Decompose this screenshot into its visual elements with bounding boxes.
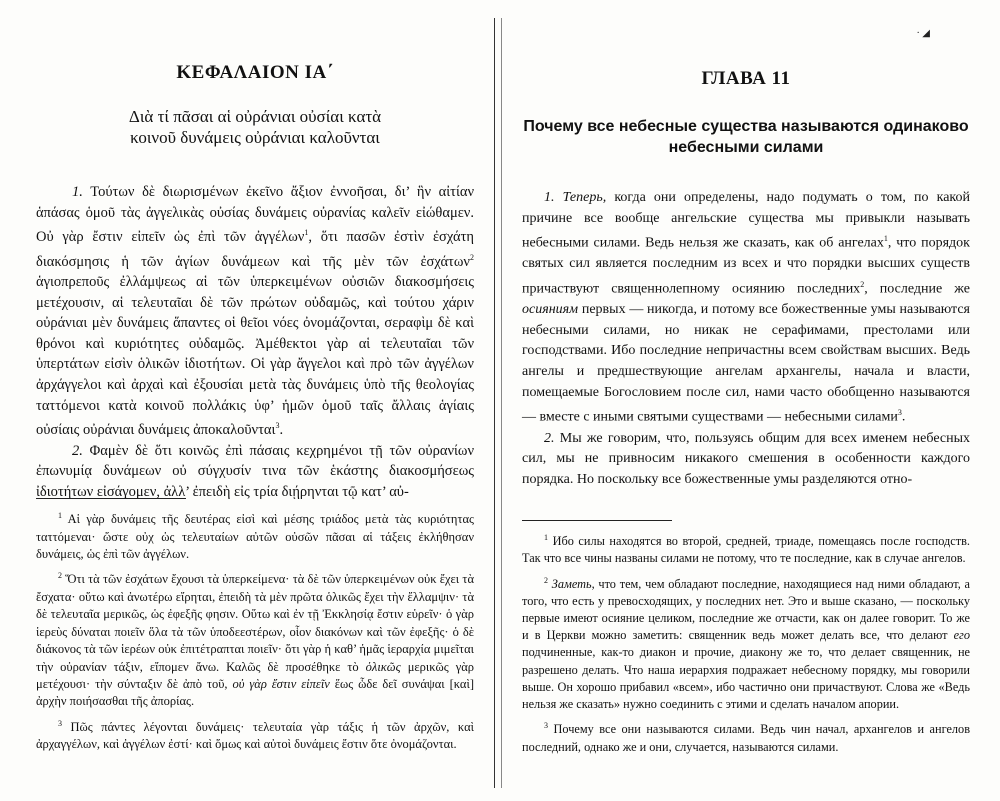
italic-run: его: [953, 628, 970, 643]
text-run: Почему все они называются силами. Ведь чин начал, архангелов и ангелов последний, однако же и они, случается, называются силами.: [522, 722, 970, 754]
text-run: , ὅτι πασῶν ἐστὶν ἐσχάτη διακόσμησις ἡ τῶν ἁγίων δυνάμεων καὶ τῆς μὲν τῶν ἐσχάτων: [36, 229, 474, 270]
left-chapter-subtitle: [36, 106, 474, 148]
text-run: Πῶς πάντες λέγονται δυνάμεις· τελευταία γὰρ τάξις ἡ τῶν ἀρχῶν, καὶ ἀρχαγγέλων, καὶ ἀγγέλων ἐστί· καὶ ὅμως καὶ αὐτοὶ δυνάμεις ἔστιν ὅτε ὀνομάζονται.: [36, 719, 474, 752]
footnote-divider: [36, 498, 186, 499]
text-run: .: [901, 409, 906, 425]
footnote-ref: 1: [883, 234, 888, 244]
right-footnote-1: [522, 529, 970, 568]
footnote-number: 2: [58, 571, 62, 581]
footnote-ref: 3: [275, 421, 280, 431]
text-run: , что порядок святых сил является последним из всех и что порядки высших существ причаствуют священнолепному осиянию последних: [522, 235, 970, 297]
paragraph-number: 2.: [72, 442, 83, 459]
right-page: [508, 0, 1000, 801]
paragraph-number: 1.: [544, 190, 555, 205]
right-subtitle-line: Почему все небесные существа называются одинаково: [523, 118, 969, 135]
text-run: , последние же: [864, 281, 970, 297]
text-run: первых — никогда, и потому все божественные умы называются небесными силами, но никак не серафимами, престолами или господствами. Ибо последние непричастны всем свойствам высших. Ведь ангелы и предшествующие ангелам архангелы, начала и власти, помещаемые Богословием после сил, нами часто обобщенно называются — вместе с иными святыми существами — небесными силами: [522, 302, 970, 425]
text-run: Мы же говорим, что, пользуясь общим для всех именем небесных сил, мы не привносим никакого смешения в особенности каждого порядка. Но поскольку все божественные умы разделяются отно-: [522, 430, 970, 487]
text-run: Ибо силы находятся во второй, средней, триаде, помещаясь после господств. Так что все чины названы силами не потому, что те последние, как в случае ангелов.: [522, 534, 970, 566]
right-paragraph-2: [522, 429, 970, 491]
text-run: ἕως ὧδε δεῖ συνάψαι [καὶ] ἀρχὴν ποιήσασθαι τῆς ἀπορίας.: [36, 676, 474, 709]
right-footnote-2: [522, 572, 970, 714]
right-chapter-title: ГЛАВА 11: [701, 68, 791, 89]
left-subtitle-line: Διὰ τί πᾶσαι αἱ οὐράνιαι οὐσίαι κατὰ: [128, 107, 382, 126]
footnote-divider: [522, 520, 672, 521]
right-paragraph-1: [522, 188, 970, 429]
left-paragraph-1: [36, 182, 474, 441]
text-run: Αἱ γὰρ δυνάμεις τῆς δευτέρας εἰσὶ καὶ μέσης τριάδος μετὰ τὰς κυριότητας ταττόμεναι· ὥστε οὐχ ὡς τελευταίων αὐτῶν οὐσῶν πᾶσαι αἱ τάξεις ἐκλήθησαν δυνάμεις, ὡς ἐπὶ τῶν ἀγγέλων.: [36, 512, 474, 561]
text-run: .: [279, 422, 284, 439]
italic-run: осияниям: [522, 302, 579, 318]
text-run: μερικῶς γὰρ μετέχουσι· τὴν σύνταξιν δὲ ἀπὸ τοῦ,: [36, 659, 475, 691]
footnote-ref: 3: [897, 408, 902, 418]
paragraph-number: 2.: [544, 430, 555, 446]
italic-run: Заметь,: [548, 576, 595, 591]
left-subtitle-line: κοινοῦ δυνάμεις οὐράνιαι καλοῦνται: [130, 128, 380, 147]
right-footnote-3: [522, 717, 970, 756]
scan-speck: · ◢: [916, 28, 930, 39]
footnote-number: 1: [58, 511, 62, 520]
right-footnotes: [522, 520, 970, 760]
left-footnote-2: [36, 567, 474, 710]
paragraph-number: 1.: [72, 184, 83, 200]
text-run: Φαμὲν δὲ ὅτι κοινῶς ἐπὶ πάσαις κεχρημένοι τῇ τῶν οὐρανίων ἐπωνυμίᾳ δυνάμεων οὐ σύγχυσίν τινα τῶν ἑκάστης διακοσμήσεως ἰδιοτήτων εἰσάγομεν, ἀλλ’ ἐπειδὴ εἰς τρία διῄρηνται τῷ κατ’ αὐ-: [36, 442, 474, 500]
italic-run: Теперь,: [554, 190, 607, 205]
footnote-number: 3: [544, 721, 548, 731]
footnote-number: 3: [58, 718, 62, 728]
left-footnotes: [36, 498, 474, 758]
left-page: [0, 0, 492, 801]
text-run: Τούτων δὲ διωρισμένων ἐκεῖνο ἄξιον ἐννοῆσαι, δι’ ἣν αἰτίαν ἁπάσας ὁμοῦ τὰς ἀγγελικὰς οὐσίας δυνάμεις οὐρανίας καλεῖν εἰώθαμεν. Οὐ γὰρ ἔστιν εἰπεῖν ὡς ἐπὶ τῶν ἀγγέλων: [36, 184, 474, 246]
right-chapter-subtitle: [522, 116, 970, 158]
left-body-text: [36, 182, 474, 502]
italic-run: οὐ γὰρ ἔστιν εἰπεῖν: [232, 676, 330, 691]
text-run: подчиненные, как-то диакон и прочие, диакону же то, что делает священник, не разрешено делать. Что наша иерархия подражает небесному порядку, мы говорили выше. Он хорошо прибавил «всем», ибо частично они причаствуют. Слова же «Ведь нельзя же сказать» нужно соединить с этими и сделать началом апории.: [522, 645, 970, 712]
footnote-ref: 2: [470, 252, 474, 262]
right-body-text: [522, 188, 970, 490]
left-paragraph-2: [36, 441, 474, 503]
footnote-ref: 1: [304, 228, 309, 238]
text-run: Ὅτι τὰ τῶν ἐσχάτων ἔχουσι τὰ ὑπερκείμενα· τὰ δὲ τῶν ὑπερκειμένων οὐκ ἔχει τὰ ἔσχατα· οὕτω καὶ ἀνωτέρω εἴρηται, ἐπειδὴ τὰ μὲν πρῶτα ὁλικῶς ἔχει τὴν ἔλλαμψιν· τὰ δὲ τελευταῖα μερικῶς, ὡς ἐφεξῆς φησιν. Οὕτω καὶ ἐν τῇ Ἐκκλησίᾳ ἔστιν εὑρεῖν· ὁ γὰρ ἱερεὺς δύναται ποιεῖν ὅλα τὰ τῶν ὑποδεεστέρων, οἷον διακόνων καὶ τῶν ἐφεξῆς· ὁ δὲ διάκονος τὰ τῶν ἱερέων οὐκ ἐπιτέτραπται ποιεῖν· ὅτι γὰρ ἡ καθ’ ἡμᾶς ἱεραρχία μιμεῖται τὴν οὐρανίαν τάξιν, εἴπομεν ἄνω. Καλῶς δὲ προσέθηκε τὸ: [36, 572, 474, 674]
text-run: ἁγιοπρεποῦς ἐλλάμψεως αἱ τῶν ὑπερκειμένων οὐσιῶν διακοσμήσεις μετέχουσιν, αἱ τελευταῖαι δὲ τῶν πρώτων οὐδαμῶς, καὶ τούτου χάριν οὐράνιαι μὲν δυνάμεις ἅπαντες οἱ θεῖοι νόες ὀνομάζονται, σεραφὶμ δὲ καὶ θρόνοι καὶ κυριότητες οὐδαμῶς. Ἀμέθεκτοι γὰρ αἱ τελευταῖαι τῶν ὑπερτάτων εἰσὶν ὁλικῶν ἰδιοτήτων. Οἱ γὰρ ἄγγελοι καὶ πρὸ τῶν ἀγγέλων ἀρχάγγελοι καὶ ἀρχαὶ καὶ ἐξουσίαι μετὰ τὰς δυνάμεις ὑπὸ τῆς θεολογίας ταττόμενοι κατὰ κοινοῦ πολλάκις ὑφ’ ἡμῶν ὁμοῦ ταῖς ἄλλαις ἁγίαις οὐσίαις οὐράνιαι δυνάμεις ἀποκαλοῦνται: [36, 274, 474, 439]
footnote-number: 2: [544, 575, 548, 585]
right-subtitle-line: небесными силами: [668, 139, 824, 156]
text-run: когда они определены, надо подумать о том, по какой причине все вообще ангельские существа мы привыкли называть небесными силами. Ведь нельзя же сказать, как об ангелах: [522, 190, 970, 251]
italic-run: ὁλικῶς: [365, 659, 401, 674]
footnote-ref: 2: [860, 280, 865, 290]
left-footnote-1: [36, 507, 474, 563]
text-run: что тем, чем обладают последние, находящиеся над ними обладают, а того, что есть у превосходящих, у последних нет. Это и выше сказано, — поскольку первые имеют осияние целиком, последние же отчасти, как он далее говорит. То же и в Церкви можно заметить: священник ведь может делать все, что делают: [522, 576, 970, 643]
left-footnote-3: [36, 715, 474, 754]
footnote-number: 1: [544, 533, 548, 542]
left-chapter-title: ΚΕΦΑΛΑΙΟΝ ΙΑ΄: [176, 62, 334, 83]
page-gutter: [494, 18, 502, 788]
